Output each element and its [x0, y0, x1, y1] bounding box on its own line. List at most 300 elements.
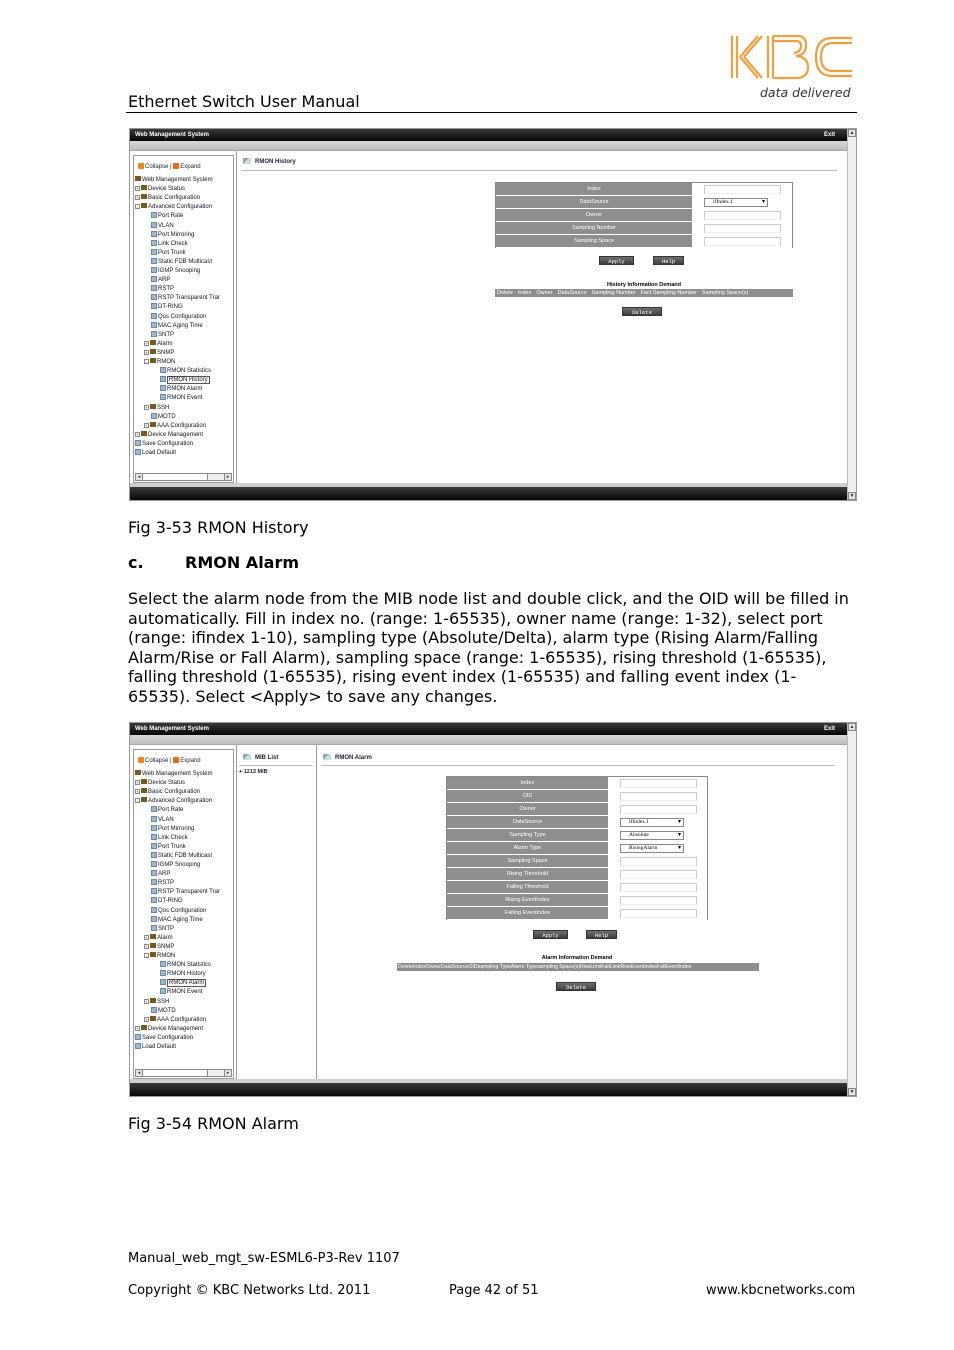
tree-item-web-management-system[interactable]: [135, 176, 213, 184]
tree-item-label: Port Trunk: [158, 249, 186, 256]
tree-item-ssh[interactable]: [144, 404, 169, 412]
apply-button[interactable]: Apply: [599, 256, 634, 265]
collapse-expand-bar: [138, 757, 201, 764]
rmon-alarm-form: [446, 776, 708, 920]
tree-item-label: AAA Configuration: [157, 422, 207, 429]
page-icon: [160, 970, 166, 976]
tree-item-qos-configuration[interactable]: [144, 313, 206, 321]
tree-item-label: DT-RING: [158, 304, 183, 311]
expand-node-icon[interactable]: +: [145, 422, 148, 428]
tree-item-load-default[interactable]: [135, 449, 176, 457]
folder-icon: [141, 788, 147, 793]
expand-node-icon[interactable]: +: [145, 349, 148, 355]
tree-item-basic-configuration[interactable]: [135, 788, 200, 796]
tree-item-label: Basic Configuration: [148, 195, 201, 202]
page-title-icon: [243, 158, 251, 164]
folder-icon: [150, 349, 156, 354]
tree-item-label: SNMP: [157, 349, 175, 356]
column-header: Owner: [536, 290, 553, 296]
delete-button[interactable]: Delete: [622, 307, 662, 316]
page-title: RMON Alarm: [323, 754, 372, 761]
tree-item-motd[interactable]: [144, 1007, 176, 1015]
scroll-up-icon[interactable]: ▲: [849, 724, 855, 730]
tree-item-rstp[interactable]: [144, 879, 174, 887]
scroll-right-icon[interactable]: ▸: [224, 474, 231, 480]
tree-item-label: Device Status: [148, 780, 186, 787]
mib-divider: [239, 765, 313, 766]
page-icon: [160, 385, 166, 391]
field-label: Sampling Space: [447, 855, 608, 867]
collapse-icon[interactable]: [138, 163, 144, 169]
tree-item-label: ARP: [158, 871, 171, 878]
tree-item-label: SSH: [157, 404, 170, 411]
expand-icon[interactable]: [173, 757, 179, 763]
tree-item-vlan[interactable]: [144, 816, 174, 824]
tree-item-web-management-system[interactable]: [135, 770, 213, 778]
form-row-index: [496, 183, 792, 196]
scroll-left-icon[interactable]: ◂: [136, 474, 143, 480]
tree-item-label: DT-RING: [158, 898, 183, 905]
tree-item-label: Save Configuration: [142, 1034, 194, 1041]
tree-horizontal-scrollbar[interactable]: [135, 473, 232, 481]
list-header: [495, 289, 793, 297]
tree-item-load-default[interactable]: [135, 1043, 176, 1051]
title-divider: [321, 765, 835, 766]
scroll-left-icon[interactable]: ◂: [136, 1070, 143, 1076]
tree-item-arp[interactable]: [144, 276, 170, 284]
tree-item-dt-ring[interactable]: [144, 897, 183, 905]
tree-item-label: RMON Alarm: [167, 386, 203, 393]
folder-icon: [150, 1016, 156, 1021]
column-header: Sampling Number: [591, 290, 636, 296]
tree-item-label: VLAN: [158, 816, 174, 823]
page-icon: [151, 276, 157, 282]
tree-item-label: SNTP: [158, 925, 175, 932]
tree-item-save-configuration[interactable]: [135, 440, 193, 448]
tree-item-label: Static FDB Multicast: [158, 258, 213, 265]
tree-item-label: SNMP: [157, 943, 175, 950]
computer-icon: [135, 176, 141, 181]
collapse-expand-bar: [138, 163, 201, 170]
tree-item-rmon-statistics[interactable]: [153, 367, 211, 375]
tree-item-rstp-transparent-trar[interactable]: [144, 888, 220, 896]
index-input[interactable]: [704, 185, 781, 194]
expand-link[interactable]: Expand: [180, 758, 201, 764]
sampling-space-input[interactable]: [704, 237, 781, 246]
rmon-alarm-screenshot: [129, 722, 857, 1097]
tree-item-label: Load Default: [142, 1044, 177, 1050]
page-icon: [160, 979, 166, 985]
footer-copyright: Copyright © KBC Networks Ltd. 2011: [128, 1283, 371, 1298]
tree-item-label: RSTP Transparent Trar: [158, 889, 220, 896]
tree-item-label: Port Rate: [158, 807, 184, 814]
collapse-expand-separator: |: [168, 164, 174, 170]
page-icon: [160, 367, 166, 373]
expand-node-icon[interactable]: +: [145, 1016, 148, 1022]
page-icon: [135, 449, 141, 455]
form-row-sampling-space: [496, 235, 792, 248]
tree-item-label: Port Trunk: [158, 843, 186, 850]
tree-item-label: Save Configuration: [142, 440, 194, 447]
scroll-down-icon[interactable]: ▼: [849, 493, 855, 499]
tree-item-advanced-configuration[interactable]: [135, 203, 212, 211]
page-icon: [151, 303, 157, 309]
folder-icon: [150, 358, 156, 363]
tree-item-label: Basic Configuration: [148, 789, 201, 796]
tree-item-label: Web Management System: [142, 771, 213, 777]
form-row-owner: [496, 209, 792, 222]
collapse-node-icon[interactable]: -: [145, 359, 148, 364]
tree-item-rmon-event[interactable]: [153, 394, 202, 402]
tree-item-label: IGMP Snooping: [158, 268, 201, 274]
column-header: DataSource: [557, 290, 587, 296]
logo-tagline: data delivered: [760, 85, 851, 100]
tree-item-dt-ring[interactable]: [144, 303, 183, 311]
help-button[interactable]: Help: [653, 256, 684, 265]
tree-item-label: MAC Aging Time: [158, 916, 203, 923]
expand-node-icon[interactable]: +: [145, 998, 148, 1004]
page-icon: [151, 222, 157, 228]
tree-item-rmon[interactable]: [144, 358, 175, 366]
tree-item-igmp-snooping[interactable]: [144, 267, 200, 275]
column-header: Sampling Space(s): [701, 290, 749, 296]
tree-item-sntp[interactable]: [144, 331, 174, 339]
page-icon: [151, 852, 157, 858]
field-label: DataSource: [496, 196, 692, 208]
tree-item-label: Alarm: [157, 340, 173, 347]
form-row-datasource: [447, 816, 707, 829]
folder-icon: [150, 934, 156, 939]
scroll-down-icon[interactable]: ▼: [849, 1089, 855, 1095]
field-label: OID: [447, 790, 608, 802]
folder-icon: [141, 1025, 147, 1030]
tree-item-rstp-transparent-trar[interactable]: [144, 294, 220, 302]
folder-icon: [150, 340, 156, 345]
tree-item-label: Qos Configuration: [158, 313, 207, 320]
tree-item-label: RSTP: [158, 880, 175, 887]
expand-node-icon[interactable]: +: [145, 404, 148, 410]
collapse-node-icon[interactable]: -: [136, 798, 139, 804]
form-row-sampling-number: [496, 222, 792, 235]
tree-item-label: Advanced Configuration: [148, 204, 213, 211]
column-header: Index: [517, 290, 532, 296]
folder-icon: [150, 952, 156, 957]
page-icon: [151, 816, 157, 822]
folder-icon: [141, 797, 147, 802]
tree-horizontal-scrollbar[interactable]: [135, 1069, 232, 1077]
app-title-bar: [130, 129, 849, 141]
footer-page-number: Page 42 of 51: [449, 1283, 539, 1298]
app-title: Web Management System: [135, 132, 209, 138]
tree-item-rstp[interactable]: [144, 285, 174, 293]
expand-node-icon[interactable]: +: [145, 934, 148, 940]
page-icon: [151, 888, 157, 894]
tree-item-basic-configuration[interactable]: [135, 194, 200, 202]
expand-node-icon[interactable]: +: [136, 1025, 139, 1031]
page-icon: [151, 212, 157, 218]
app-title: Web Management System: [135, 726, 209, 732]
header-divider: [126, 112, 857, 113]
page-icon: [151, 897, 157, 903]
oid-input[interactable]: [620, 792, 697, 801]
navigation-tree: [133, 749, 234, 1079]
sampling-space-input[interactable]: [620, 857, 697, 866]
tree-item-advanced-configuration[interactable]: [135, 797, 212, 805]
tree-item-port-rate[interactable]: [144, 806, 183, 814]
page-icon: [151, 285, 157, 291]
collapse-link[interactable]: Collapse: [145, 164, 169, 170]
collapse-link[interactable]: Collapse: [145, 758, 169, 764]
field-label: Falling EventIndex: [447, 907, 608, 919]
page-icon: [160, 394, 166, 400]
tree-item-mac-aging-time[interactable]: [144, 322, 203, 330]
expand-node-icon[interactable]: +: [145, 943, 148, 949]
footer-bar: [130, 1083, 849, 1097]
tree-item-ssh[interactable]: [144, 998, 169, 1006]
expand-node-icon[interactable]: +: [136, 789, 139, 795]
navigation-tree: [133, 155, 234, 483]
form-row-alarm-type: [447, 842, 707, 855]
tree-item-link-check[interactable]: [144, 834, 188, 842]
tree-item-device-status[interactable]: [135, 185, 185, 193]
content-panel: [316, 745, 849, 1079]
expand-node-icon[interactable]: +: [136, 780, 139, 786]
section-heading: c. RMON Alarm: [128, 553, 300, 572]
form-row-datasource: [496, 196, 792, 209]
expand-node-icon[interactable]: +: [136, 195, 139, 201]
folder-icon: [150, 422, 156, 427]
tree-item-alarm[interactable]: [144, 340, 173, 348]
page-scrollbar[interactable]: [847, 129, 856, 500]
content-panel: [236, 151, 849, 483]
tree-item-rmon-history[interactable]: [153, 376, 210, 384]
tree-item-label: RMON Event: [167, 989, 203, 996]
tree-item-label: MAC Aging Time: [158, 322, 203, 329]
scroll-thumb[interactable]: [144, 474, 208, 480]
tree-item-static-fdb-multicast[interactable]: [144, 258, 212, 266]
page-icon: [151, 834, 157, 840]
title-divider: [241, 170, 837, 171]
rmon-history-form: [495, 182, 793, 248]
tree-item-vlan[interactable]: [144, 222, 174, 230]
form-row-rising-eventindex: [447, 894, 707, 907]
form-row-sampling-space: [447, 855, 707, 868]
page-icon: [151, 240, 157, 246]
rising-threshold-input[interactable]: [620, 870, 697, 879]
expand-node-icon[interactable]: +: [136, 431, 139, 437]
tree-item-label: MOTD: [158, 413, 176, 420]
tree-item-motd[interactable]: [144, 413, 176, 421]
delete-button[interactable]: Delete: [556, 982, 596, 991]
page-icon: [151, 313, 157, 319]
tree-item-label: IGMP Snooping: [158, 862, 201, 868]
field-label: Falling Threshold: [447, 881, 608, 893]
tree-item-save-configuration[interactable]: [135, 1034, 193, 1042]
column-header: Fact Sampling Number: [640, 290, 697, 296]
tree-item-label: Port Rate: [158, 213, 184, 220]
collapse-node-icon[interactable]: -: [145, 953, 148, 958]
apply-button[interactable]: Apply: [533, 930, 568, 939]
manual-title: Ethernet Switch User Manual: [128, 92, 360, 111]
sampling-number-input[interactable]: [704, 224, 781, 233]
field-label: Index: [447, 777, 608, 789]
form-row-rising-threshold: [447, 868, 707, 881]
mib-node-1213[interactable]: + 1213 MIB: [239, 769, 268, 775]
tree-item-port-rate[interactable]: [144, 212, 183, 220]
field-label: Alarm Type: [447, 842, 608, 854]
tree-item-label: Link Check: [158, 240, 188, 247]
falling-eventindex-input[interactable]: [620, 909, 697, 918]
help-button[interactable]: Help: [586, 930, 617, 939]
page-title: RMON History: [243, 158, 296, 165]
tree-item-port-mirroring[interactable]: [144, 825, 194, 833]
tree-item-rmon-alarm[interactable]: [153, 385, 202, 393]
folder-icon: [141, 779, 147, 784]
folder-icon: [150, 404, 156, 409]
tree-item-port-trunk[interactable]: [144, 249, 186, 257]
field-label: Rising Threshold: [447, 868, 608, 880]
tree-item-rmon[interactable]: [144, 952, 175, 960]
page-icon: [151, 258, 157, 264]
rmon-history-screenshot: [129, 128, 857, 501]
tree-item-label: RSTP: [158, 286, 175, 293]
mib-list-panel: [236, 745, 316, 1079]
expand-node-icon[interactable]: +: [136, 186, 139, 192]
tree-item-label: RMON History: [169, 377, 208, 384]
tree-item-label: SSH: [157, 998, 170, 1005]
page-icon: [151, 843, 157, 849]
tree-item-label: Port Mirroring: [158, 231, 195, 238]
tree-item-mac-aging-time[interactable]: [144, 916, 203, 924]
tree-item-label: Advanced Configuration: [148, 798, 213, 805]
page-icon: [151, 267, 157, 273]
datasource-select[interactable]: ifIndex.1 ▾: [704, 198, 768, 207]
footer-website[interactable]: www.kbcnetworks.com: [706, 1283, 856, 1298]
tree-item-label: Port Mirroring: [158, 825, 195, 832]
figure-caption: Fig 3-53 RMON History: [128, 518, 309, 537]
tree-item-label: VLAN: [158, 222, 174, 229]
page-icon: [135, 1043, 141, 1049]
field-label: Sampling Number: [496, 222, 692, 234]
tree-item-label: SNTP: [158, 331, 175, 338]
list-title: History Information Demand: [607, 282, 681, 288]
exit-link[interactable]: Exit: [823, 726, 835, 732]
mib-list-icon: [243, 754, 251, 760]
owner-input[interactable]: [620, 805, 697, 814]
page-icon: [135, 1034, 141, 1040]
folder-icon: [150, 998, 156, 1003]
page-icon: [151, 1007, 157, 1013]
tree-item-label: MOTD: [158, 1007, 176, 1014]
tree-item-label: Alarm: [157, 934, 173, 941]
tree-item-port-mirroring[interactable]: [144, 231, 194, 239]
page-icon: [151, 825, 157, 831]
expand-icon[interactable]: [173, 163, 179, 169]
tree-item-rmon-alarm[interactable]: [153, 979, 206, 987]
tree-item-snmp[interactable]: [144, 349, 174, 357]
page-icon: [160, 961, 166, 967]
falling-threshold-input[interactable]: [620, 883, 697, 892]
tree-item-rmon-event[interactable]: [153, 988, 202, 996]
tree-item-label: RMON Statistics: [167, 962, 212, 969]
tree-item-label: RMON History: [167, 971, 206, 978]
tree-item-label: RSTP Transparent Trar: [158, 295, 220, 302]
footer-document-id: Manual_web_mgt_sw-ESML6-P3-Rev 1107: [128, 1251, 400, 1266]
expand-node-icon[interactable]: +: [145, 340, 148, 346]
datasource-select[interactable]: ifIndex.1 ▾: [620, 818, 684, 827]
scroll-right-icon[interactable]: ▸: [224, 1070, 231, 1076]
figure-caption: Fig 3-54 RMON Alarm: [128, 1114, 299, 1133]
tree-item-device-management[interactable]: [135, 1025, 203, 1033]
sampling-type-select[interactable]: Absolute ▾: [620, 831, 684, 840]
expand-link[interactable]: Expand: [180, 164, 201, 170]
page-icon: [151, 294, 157, 300]
tree-item-arp[interactable]: [144, 870, 170, 878]
tree-item-label: Device Management: [148, 1025, 204, 1032]
tree-item-static-fdb-multicast[interactable]: [144, 852, 212, 860]
field-label: Owner: [447, 803, 608, 815]
page-icon: [151, 861, 157, 867]
tree-item-label: AAA Configuration: [157, 1016, 207, 1023]
owner-input[interactable]: [704, 211, 781, 220]
tree-item-qos-configuration[interactable]: [144, 907, 206, 915]
tree-item-rmon-statistics[interactable]: [153, 961, 211, 969]
alarm-type-select[interactable]: RisingAlarm ▾: [620, 844, 684, 853]
rising-eventindex-input[interactable]: [620, 896, 697, 905]
page-icon: [160, 376, 166, 382]
page-scrollbar[interactable]: [847, 723, 856, 1096]
page-icon: [151, 907, 157, 913]
computer-icon: [135, 770, 141, 775]
form-row-index: [447, 777, 707, 790]
tree-item-rmon-history[interactable]: [153, 970, 206, 978]
tree-item-alarm[interactable]: [144, 934, 173, 942]
page-icon: [151, 413, 157, 419]
tree-item-sntp[interactable]: [144, 925, 174, 933]
body-paragraph: Select the alarm node from the MIB node list and double click, and the OID will be filled in automatically. Fill in index no. (range: 1-65535), owner name (range: 1-32), select port (range: ifindex 1-10), sampling type (Absolute/Delta), alarm type (Rising Alarm/Falling Alarm/Rise or Fall Alarm), sampling space (range: 1-65535), rising threshold (1-65535), falling threshold (1-65535), rising event index (1-65535) and falling event index (1-65535). Select <Apply> to save any changes.: [128, 589, 849, 706]
toolbar-strip: [130, 141, 849, 151]
index-input[interactable]: [620, 779, 697, 788]
collapse-expand-separator: |: [168, 758, 174, 764]
folder-icon: [150, 943, 156, 948]
tree-item-label: Qos Configuration: [158, 907, 207, 914]
page-icon: [151, 249, 157, 255]
folder-icon: [141, 431, 147, 436]
tree-item-label: Static FDB Multicast: [158, 852, 213, 859]
tree-item-label: Web Management System: [142, 177, 213, 183]
tree-item-igmp-snooping[interactable]: [144, 861, 200, 869]
field-label: Index: [496, 183, 692, 195]
scroll-up-icon[interactable]: ▲: [849, 130, 855, 136]
tree-item-device-management[interactable]: [135, 431, 203, 439]
collapse-icon[interactable]: [138, 757, 144, 763]
collapse-node-icon[interactable]: -: [136, 204, 139, 210]
field-label: Owner: [496, 209, 692, 221]
tree-item-port-trunk[interactable]: [144, 843, 186, 851]
tree-item-aaa-configuration[interactable]: [144, 422, 206, 430]
tree-item-aaa-configuration[interactable]: [144, 1016, 206, 1024]
scroll-thumb[interactable]: [144, 1070, 208, 1076]
page-icon: [151, 322, 157, 328]
page-icon: [151, 331, 157, 337]
list-header: DeleteIndexOwnerDataSourceOIDsampling TypeAlarm Typesampling Space(s)RiseLimitFallLimitRiseEventIndexFallEventIndex: [397, 963, 759, 971]
tree-item-device-status[interactable]: [135, 779, 185, 787]
exit-link[interactable]: Exit: [823, 132, 835, 138]
tree-item-link-check[interactable]: [144, 240, 188, 248]
tree-item-snmp[interactable]: [144, 943, 174, 951]
page-icon: [151, 916, 157, 922]
form-row-oid: [447, 790, 707, 803]
